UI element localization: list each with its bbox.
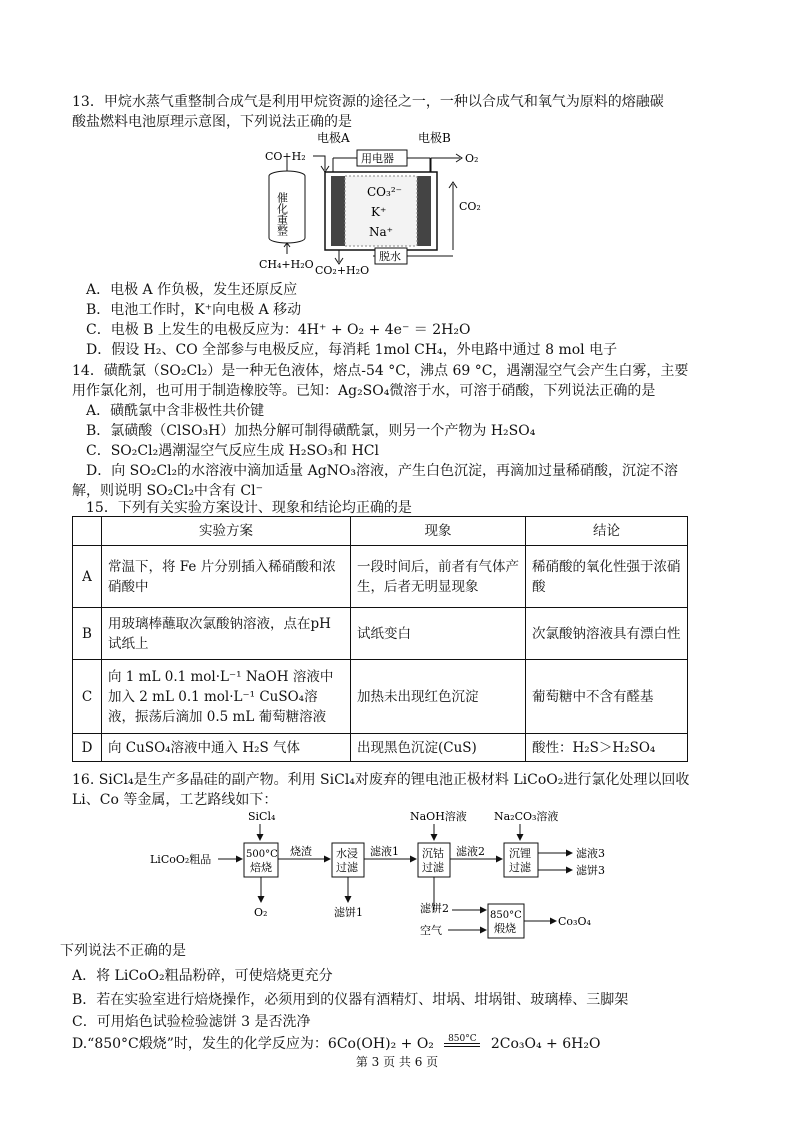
svg-text:沉钴: 沉钴 bbox=[422, 847, 444, 860]
q16-option-d bbox=[72, 1034, 600, 1054]
option-d-prefix: D.“850°C煅烧”时，发生的化学反应为：6Co(OH)₂ + O₂ bbox=[72, 1036, 434, 1052]
q13-option-d: D．假设 H₂、CO 全部参与电极反应，每消耗 1mol CH₄，外电路中通过 8 mol 电子 bbox=[86, 342, 618, 358]
header-conclusion: 结论 bbox=[526, 517, 688, 546]
row-plan: 向 1 mL 0.1 mol·L⁻¹ NaOH 溶液中加入 2 mL 0.1 mol·L⁻¹ CuSO₄溶液，振荡后滴加 0.5 mL 葡萄糖溶液 bbox=[102, 660, 351, 734]
flow-naoh: NaOH溶液 bbox=[410, 810, 467, 823]
flow-sicl4: SiCl₄ bbox=[248, 810, 276, 823]
q14-option-d: D．向 SO₂Cl₂的水溶液中滴加适量 AgNO₃溶液，产生白色沉淀，再滴加过量稀硝酸，沉淀不溶 bbox=[86, 463, 679, 479]
header-plan: 实验方案 bbox=[102, 517, 351, 546]
flow-filtrate3: 滤液3 bbox=[576, 847, 605, 860]
ion-carbonate: CO₃²⁻ bbox=[367, 185, 402, 199]
reformer-label: 催化重整 bbox=[275, 192, 289, 236]
svg-text:过滤: 过滤 bbox=[336, 861, 358, 874]
page-footer: 第 3 页 共 6 页 bbox=[355, 1055, 439, 1069]
flow-slag: 烧渣 bbox=[290, 845, 312, 858]
q15-stem: 15．下列有关实验方案设计、现象和结论均正确的是 bbox=[86, 500, 412, 516]
table-row bbox=[73, 734, 688, 762]
q13-option-c: C．电极 B 上发生的电极反应为：4H⁺ + O₂ + 4e⁻ ＝ 2H₂O bbox=[86, 322, 471, 338]
row-label: D bbox=[73, 734, 102, 762]
feed-label: CO+H₂ bbox=[265, 150, 306, 163]
condition-label: 850°C bbox=[448, 1034, 477, 1044]
appliance-label: 用电器 bbox=[361, 152, 394, 165]
svg-text:过滤: 过滤 bbox=[422, 861, 444, 874]
svg-text:水浸: 水浸 bbox=[336, 847, 358, 860]
table-corner bbox=[73, 517, 102, 546]
q16-option-c: C．可用焰色试验检验滤饼 3 是否洗净 bbox=[72, 1014, 311, 1030]
q16-stem-line1: 16. SiCl₄是生产多晶硅的副产物。利用 SiCl₄对废弃的锂电池正极材料 LiCoO₂进行氯化处理以回收 bbox=[72, 772, 690, 788]
flow-filtrate1: 滤液1 bbox=[370, 845, 399, 858]
svg-text:煅烧: 煅烧 bbox=[494, 922, 516, 935]
svg-text:850°C: 850°C bbox=[490, 910, 522, 921]
table-row bbox=[73, 608, 688, 660]
q13-stem-line1: 13．甲烷水蒸气重整制合成气是利用甲烷资源的途径之一，一种以合成气和氧气为原料的熔融碳 bbox=[72, 94, 664, 110]
reaction-condition bbox=[444, 1034, 480, 1047]
flow-cake3: 滤饼3 bbox=[576, 864, 605, 877]
q14-option-c: C．SO₂Cl₂遇潮湿空气反应生成 H₂SO₃和 HCl bbox=[86, 443, 379, 459]
electrode-a bbox=[331, 176, 345, 246]
row-label: A bbox=[73, 546, 102, 608]
electrode-b-label: 电极B bbox=[418, 131, 451, 145]
o2-label: O₂ bbox=[465, 152, 479, 165]
row-phenomenon: 出现黑色沉淀(CuS) bbox=[351, 734, 526, 762]
dehydrate-label: 脱水 bbox=[379, 250, 401, 263]
q13-stem-line2: 酸盐燃料电池原理示意图，下列说法正确的是 bbox=[72, 114, 352, 130]
row-plan: 向 CuSO₄溶液中通入 H₂S 气体 bbox=[102, 734, 351, 762]
row-plan: 用玻璃棒蘸取次氯酸钠溶液，点在pH 试纸上 bbox=[102, 608, 351, 660]
row-conclusion: 次氯酸钠溶液具有漂白性 bbox=[526, 608, 688, 660]
flow-air: 空气 bbox=[420, 924, 442, 937]
header-phenomenon: 现象 bbox=[351, 517, 526, 546]
flow-product: Co₃O₄ bbox=[558, 915, 591, 928]
electrode-a-label: 电极A bbox=[317, 131, 350, 145]
row-phenomenon: 加热未出现红色沉淀 bbox=[351, 660, 526, 734]
row-phenomenon: 一段时间后，前者有气体产生，后者无明显现象 bbox=[351, 546, 526, 608]
ion-sodium: Na⁺ bbox=[369, 225, 393, 239]
process-flow-diagram bbox=[148, 808, 628, 944]
fuel-cell-diagram bbox=[255, 130, 505, 278]
q14-stem-line2: 用作氯化剂，也可用于制造橡胶等。已知：Ag₂SO₄微溶于水，可溶于硝酸，下列说法正确的是 bbox=[72, 383, 656, 399]
row-label: B bbox=[73, 608, 102, 660]
flow-o2: O₂ bbox=[254, 906, 268, 919]
option-d-suffix: 2Co₃O₄ + 6H₂O bbox=[490, 1036, 601, 1052]
q16-stem-line2: Li、Co 等金属，工艺路线如下： bbox=[72, 792, 278, 808]
table-row bbox=[73, 546, 688, 608]
exhaust-label: CO₂+H₂O bbox=[315, 264, 370, 277]
electrode-b bbox=[417, 176, 431, 246]
svg-text:沉锂: 沉锂 bbox=[509, 847, 531, 860]
co2-label: CO₂ bbox=[459, 200, 481, 213]
row-conclusion: 酸性：H₂S＞H₂SO₄ bbox=[526, 734, 688, 762]
q16-option-b: B．若在实验室进行焙烧操作，必须用到的仪器有酒精灯、坩埚、坩埚钳、玻璃棒、三脚架 bbox=[72, 992, 629, 1008]
q16-option-a: A．将 LiCoO₂粗品粉碎，可使焙烧更充分 bbox=[72, 968, 333, 984]
flow-cake2: 滤饼2 bbox=[420, 902, 449, 915]
flow-raw: LiCoO₂粗品 bbox=[150, 853, 212, 866]
row-conclusion: 葡萄糖中不含有醛基 bbox=[526, 660, 688, 734]
row-conclusion: 稀硝酸的氧化性强于浓硝酸 bbox=[526, 546, 688, 608]
experiment-table bbox=[72, 516, 688, 762]
row-plan: 常温下，将 Fe 片分别插入稀硝酸和浓硝酸中 bbox=[102, 546, 351, 608]
q14-option-d-cont: 解，则说明 SO₂Cl₂中含有 Cl⁻ bbox=[72, 483, 263, 499]
flow-cake1: 滤饼1 bbox=[334, 906, 363, 919]
ion-potassium: K⁺ bbox=[371, 205, 387, 219]
svg-text:500°C: 500°C bbox=[246, 849, 278, 860]
q13-option-a: A．电极 A 作负极，发生还原反应 bbox=[86, 282, 298, 298]
svg-text:焙烧: 焙烧 bbox=[250, 861, 272, 874]
ch4-label: CH₄+H₂O bbox=[259, 258, 314, 271]
row-phenomenon: 试纸变白 bbox=[351, 608, 526, 660]
flow-filtrate2: 滤液2 bbox=[456, 845, 485, 858]
table-row bbox=[73, 660, 688, 734]
q16-ask: 下列说法不正确的是 bbox=[60, 943, 186, 959]
row-label: C bbox=[73, 660, 102, 734]
table-header-row bbox=[73, 517, 688, 546]
q14-option-a: A．磺酰氯中含非极性共价键 bbox=[86, 403, 265, 419]
q13-option-b: B．电池工作时，K⁺向电极 A 移动 bbox=[86, 302, 302, 318]
q14-option-b: B．氯磺酸（ClSO₃H）加热分解可制得磺酰氯，则另一个产物为 H₂SO₄ bbox=[86, 423, 536, 439]
flow-na2co3: Na₂CO₃溶液 bbox=[494, 810, 559, 823]
q14-stem-line1: 14．磺酰氯（SO₂Cl₂）是一种无色液体，熔点-54 °C，沸点 69 °C，遇潮湿空气会产生白雾，主要 bbox=[72, 363, 689, 379]
svg-text:过滤: 过滤 bbox=[509, 861, 531, 874]
